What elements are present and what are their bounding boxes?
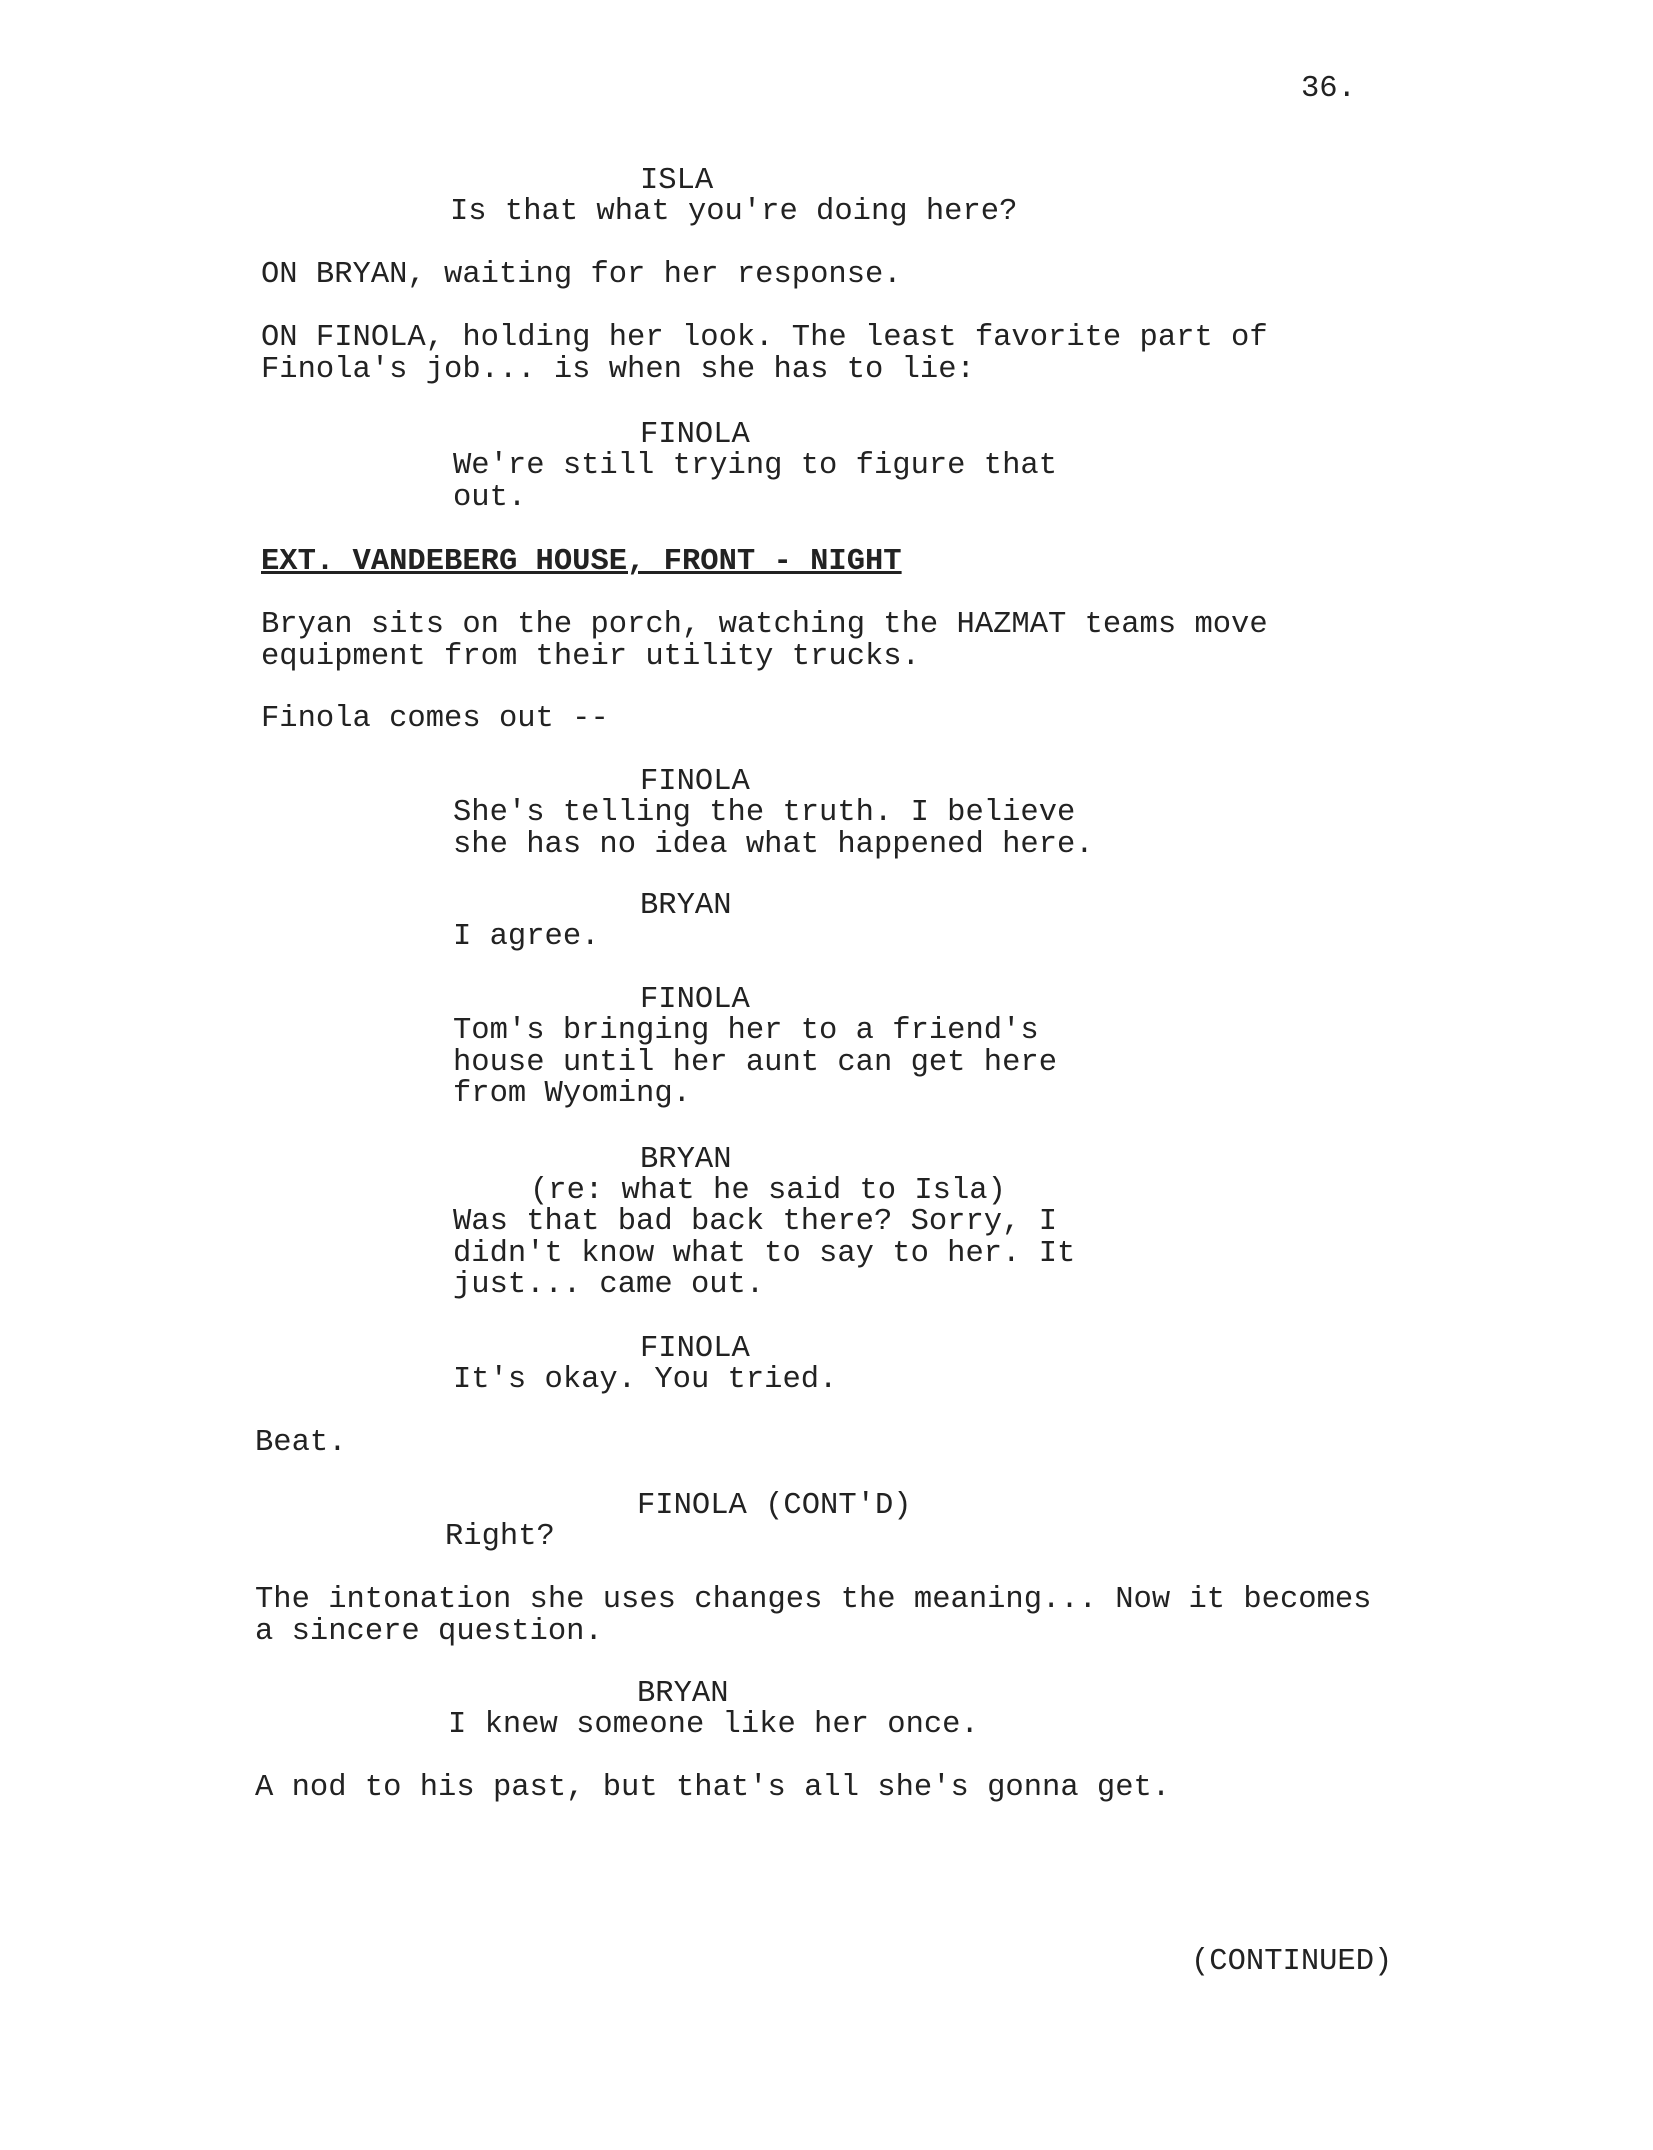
dialogue-line: Was that bad back there? Sorry, I <box>453 1205 1057 1239</box>
character-line: BRYAN <box>640 889 732 923</box>
character-line: FINOLA (CONT'D) <box>637 1489 912 1523</box>
page-number: 36. <box>1301 72 1356 106</box>
parenthetical-line: (re: what he said to Isla) <box>530 1174 1006 1208</box>
character-line: ISLA <box>640 164 714 198</box>
dialogue-line: didn't know what to say to her. It <box>453 1236 1076 1271</box>
action-line: Finola comes out -- <box>261 702 609 736</box>
dialogue-line: It's okay. You tried. <box>453 1363 838 1397</box>
action-line: ON FINOLA, holding her look. The least favorite part of <box>261 321 1268 355</box>
dialogue-line: out. <box>453 480 527 515</box>
character-line: FINOLA <box>640 765 750 799</box>
character-line: FINOLA <box>640 418 750 452</box>
action-line: a sincere question. <box>255 1614 603 1649</box>
dialogue-line: Right? <box>445 1520 555 1554</box>
action-line: Beat. <box>255 1426 347 1460</box>
continued-marker: (CONTINUED) <box>1191 1945 1393 1979</box>
action-line: ON BRYAN, waiting for her response. <box>261 258 902 292</box>
scene-heading-line: EXT. VANDEBERG HOUSE, FRONT - NIGHT <box>261 545 902 579</box>
character-line: BRYAN <box>640 1143 732 1177</box>
dialogue-line: I knew someone like her once. <box>448 1708 979 1742</box>
dialogue-line: Tom's bringing her to a friend's <box>453 1014 1039 1048</box>
dialogue-line: I agree. <box>453 920 600 954</box>
dialogue-line: just... came out. <box>453 1268 765 1302</box>
action-line: Finola's job... is when she has to lie: <box>261 352 975 387</box>
dialogue-line: We're still trying to figure that <box>453 449 1057 483</box>
dialogue-line: Is that what you're doing here? <box>450 195 1018 229</box>
action-line: equipment from their utility trucks. <box>261 639 920 674</box>
action-line: Bryan sits on the porch, watching the HAZMAT teams move <box>261 608 1268 642</box>
action-line: A nod to his past, but that's all she's gonna get. <box>255 1771 1171 1805</box>
dialogue-line: house until her aunt can get here <box>453 1045 1057 1080</box>
dialogue-line: She's telling the truth. I believe <box>453 796 1076 830</box>
character-line: FINOLA <box>640 983 750 1017</box>
character-line: BRYAN <box>637 1677 729 1711</box>
dialogue-line: from Wyoming. <box>453 1077 691 1111</box>
action-line: The intonation she uses changes the meaning... Now it becomes <box>255 1583 1372 1617</box>
dialogue-line: she has no idea what happened here. <box>453 827 1094 862</box>
character-line: FINOLA <box>640 1332 750 1366</box>
